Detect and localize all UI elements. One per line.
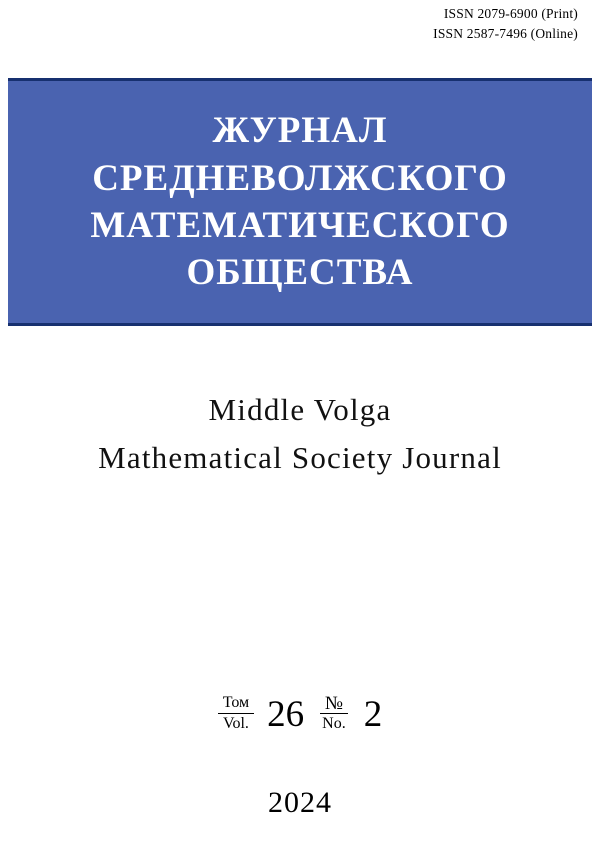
title-line-4: ОБЩЕСТВА [186, 252, 414, 294]
volume-label-en: Vol. [222, 715, 249, 733]
issue-label [317, 694, 351, 733]
issn-block [433, 4, 578, 43]
volume-issue-row [0, 694, 600, 734]
title-line-1: ЖУРНАЛ [212, 110, 388, 152]
issue-label-en: No. [322, 715, 346, 733]
publication-year: 2024 [268, 786, 332, 819]
issn-print: ISSN 2079-6900 (Print) [443, 6, 578, 21]
number-sign-icon: № [320, 694, 348, 714]
title-line-3: МАТЕМАТИЧЕСКОГО [90, 205, 510, 246]
subtitle-line-2: Mathematical Society Journal [98, 440, 502, 476]
volume-number: 26 [267, 694, 305, 736]
title-banner [8, 78, 592, 326]
english-subtitle [0, 386, 600, 482]
issue-number: 2 [363, 694, 383, 736]
volume-label-ru: Том [218, 694, 254, 714]
volume-label [218, 694, 254, 734]
issn-online: ISSN 2587-7496 (Online) [433, 25, 578, 41]
title-line-2: СРЕДНЕВОЛЖСКОГО [92, 157, 508, 199]
subtitle-line-1: Middle Volga [208, 392, 392, 427]
